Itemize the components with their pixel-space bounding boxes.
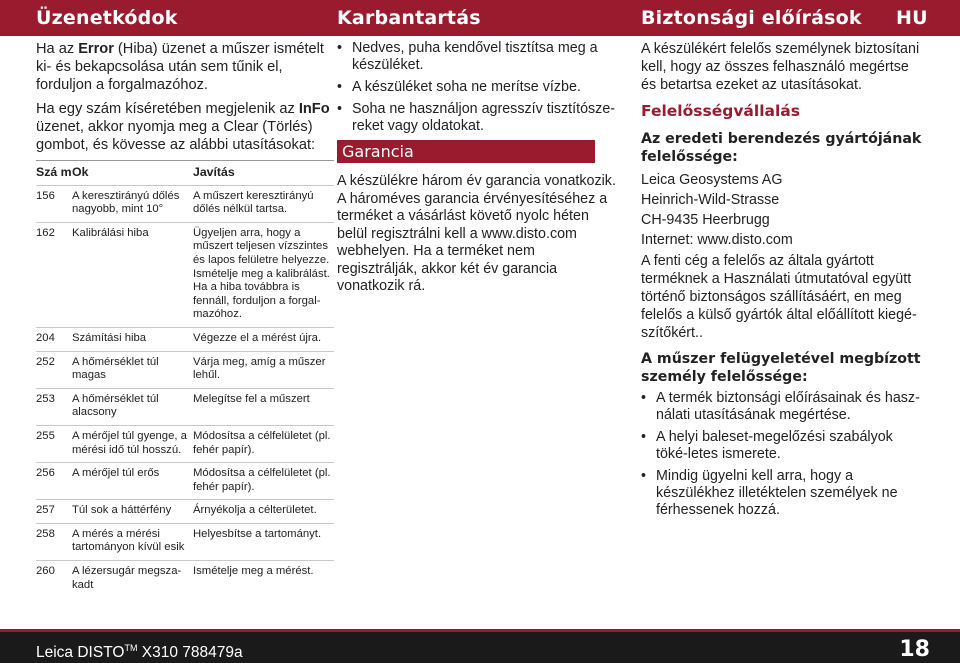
row-code: 162 [36, 222, 72, 327]
responsibility-heading: Felelősségvállalás [641, 102, 800, 120]
header-title-maintenance: Karbantartás [337, 7, 481, 29]
table-row [36, 561, 334, 598]
header-title-safety: Biztonsági előírások [641, 7, 862, 29]
address-company: Leica Geosystems AG [641, 172, 783, 188]
row-fix: Helyesbítse a tartományt. [193, 523, 334, 560]
row-code: 252 [36, 351, 72, 388]
header-fix: Javítás [193, 161, 334, 186]
footer-product: Leica DISTO™ X310 788479a [36, 643, 243, 662]
row-cause: Kalibrálási hiba [72, 222, 193, 327]
info-keyword: InFo [298, 101, 330, 117]
column-error-codes [36, 40, 336, 597]
table-header-row [36, 161, 334, 186]
row-cause: Túl sok a háttérfény [72, 500, 193, 524]
table-row [36, 425, 334, 462]
row-fix: A műszert keresztirányú dőlés nélkül tartsa. [193, 185, 334, 222]
row-cause: A hőmérséklet túl magas [72, 351, 193, 388]
column-maintenance [337, 40, 617, 302]
manufacturer-paragraph: A fenti cég a felelős az általa gyártott terméknek a Használati útmutatóval együtt történő biztonságos szállításáért, en meg felelős a külső gyártók által előállított kiegé-szítőkért.. [641, 253, 917, 341]
row-cause: A hőmérséklet túl alacsony [72, 388, 193, 425]
table-row [36, 185, 334, 222]
row-code: 255 [36, 425, 72, 462]
footer-accent-line [0, 629, 960, 632]
operator-list [641, 390, 926, 519]
page-number: 18 [899, 637, 930, 662]
list-item: • Mindig ügyelni kell arra, hogy a készülékhez illetéktelen személyek ne férhessenek hozzá. [641, 468, 926, 519]
row-fix: Árnyékolja a célterületet. [193, 500, 334, 524]
header-number: Szá m [36, 161, 72, 186]
header-title-error-codes: Üzenetkódok [36, 7, 178, 29]
row-fix: Várja meg, amíg a műszer lehűl. [193, 351, 334, 388]
list-item: • Soha ne használjon agresszív tisztítósze-reket vagy oldatokat. [337, 101, 617, 135]
row-cause: A lézersugár megsza-kadt [72, 561, 193, 598]
table-row [36, 327, 334, 351]
row-cause: Számítási hiba [72, 327, 193, 351]
table-row [36, 222, 334, 327]
row-cause: A mérés a mérési tartományon kívül esik [72, 523, 193, 560]
address-city: CH-9435 Heerbrugg [641, 212, 770, 228]
list-item: • A készüléket soha ne merítse vízbe. [337, 79, 617, 96]
row-fix: Melegítse fel a műszert [193, 388, 334, 425]
row-code: 156 [36, 185, 72, 222]
row-cause: A mérőjel túl erős [72, 463, 193, 500]
maintenance-list [337, 40, 617, 135]
row-fix: Végezze el a mérést újra. [193, 327, 334, 351]
table-row [36, 523, 334, 560]
row-cause: A mérőjel túl gyenge, a mérési idő túl hosszú. [72, 425, 193, 462]
row-code: 257 [36, 500, 72, 524]
table-row [36, 388, 334, 425]
column-safety [641, 40, 926, 524]
address-internet: Internet: www.disto.com [641, 232, 793, 248]
row-fix: Módosítsa a célfelületet (pl. fehér papír). [193, 463, 334, 500]
operator-heading: A műszer felügyeletével megbízott személy felelőssége: [641, 351, 921, 385]
safety-intro: A készülékért felelős személynek biztosítani kell, hogy az összes felhasználó megértse és betartsa ezeket az utasításokat. [641, 41, 920, 93]
list-item: • A termék biztonsági előírásainak és hasz-nálati utasításának megértése. [641, 390, 926, 424]
row-code: 204 [36, 327, 72, 351]
row-fix: Ügyeljen arra, hogy a műszert teljesen vízszintes és lapos felületre helyezze. Ismételje meg a kalibrálást. Ha a hiba továbbra is fennáll, forduljon a forgal-mazóhoz. [193, 222, 334, 327]
info-paragraph: Ha egy szám kíséretében megjelenik az InFo üzenet, akkor nyomja meg a Clear (Törlés) gombot, és kövesse az alábbi utasításokat: [36, 101, 330, 153]
table-row [36, 463, 334, 500]
warranty-heading: Garancia [337, 140, 595, 163]
error-code-table [36, 160, 334, 597]
row-fix: Módosítsa a célfelületet (pl. fehér papír). [193, 425, 334, 462]
list-item: • A helyi baleset-megelőzési szabályok töké-letes ismerete. [641, 429, 926, 463]
header-language: HU [896, 7, 928, 29]
row-code: 260 [36, 561, 72, 598]
error-paragraph: Ha az Error (Hiba) üzenet a műszer ismételt ki- és bekapcsolása után sem tűnik el, forduljon a forgalmazóhoz. [36, 41, 324, 93]
table-row [36, 500, 334, 524]
address-street: Heinrich-Wild-Strasse [641, 192, 780, 208]
list-item: • Nedves, puha kendővel tisztítsa meg a készüléket. [337, 40, 617, 74]
header-bar [0, 0, 960, 36]
manufacturer-heading: Az eredeti berendezés gyártójának felelőssége: [641, 131, 922, 165]
warranty-paragraph: A készülékre három év garancia vonatkozik. A hároméves garancia érvényesítéséhez a terméket a vásárlást követő nyolc héten belül regisztrálni kell a www.disto.com webhelyen. Ha a terméket nem regisztrálják, akkor két év garancia vonatkozik rá. [337, 173, 616, 294]
row-cause: A keresztirányú dőlés nagyobb, mint 10° [72, 185, 193, 222]
row-code: 253 [36, 388, 72, 425]
row-code: 258 [36, 523, 72, 560]
header-cause: Ok [72, 161, 193, 186]
error-keyword: Error [78, 41, 114, 57]
footer-bar [0, 629, 960, 663]
table-row [36, 351, 334, 388]
row-code: 256 [36, 463, 72, 500]
row-fix: Ismételje meg a mérést. [193, 561, 334, 598]
